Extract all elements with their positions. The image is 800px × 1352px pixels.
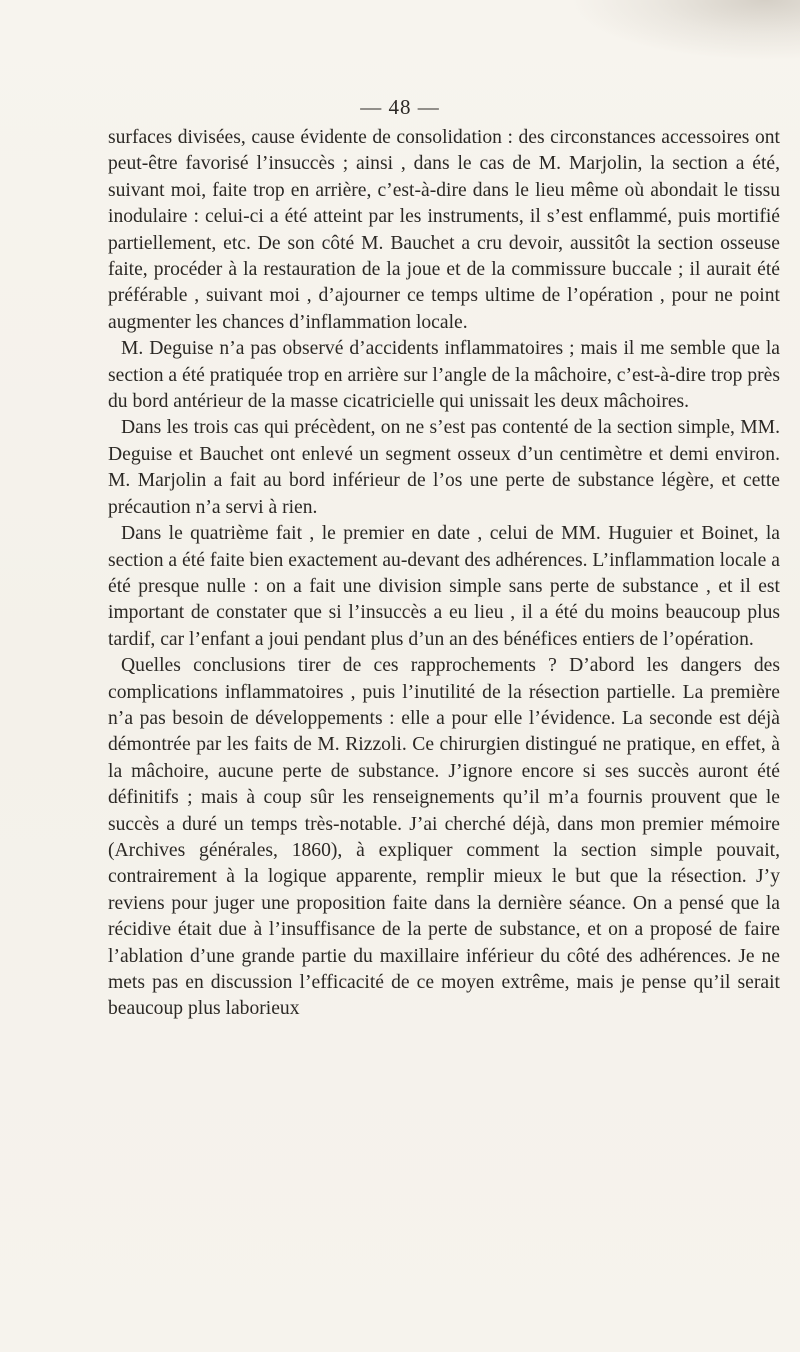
paragraph: surfaces divisées, cause évidente de consolidation : des circonstances accessoires ont peut-être favorisé l’insuccès ; ainsi , dans le cas de M. Marjolin, la section a été, suivant moi, faite trop en arrière, c’est-à-dire dans le lieu même où abondait le tissu inodulaire : celui-ci a été atteint par les instruments, il s’est enflammé, puis mortifié partiellement, etc. De son côté M. Bauchet a cru devoir, aussitôt la section osseuse faite, procéder à la restauration de la joue et de la commissure buccale ; il aurait été préférable , suivant moi , d’ajourner ce temps ultime de l’opération , pour ne point augmenter les chances d’inflammation locale.: [108, 127, 780, 333]
paragraph: Quelles conclusions tirer de ces rapprochements ? D’abord les dangers des complications inflammatoires , puis l’inutilité de la résection partielle. La première n’a pas besoin de développements : elle a pour elle l’évidence. La seconde est déjà démontrée par les faits de M. Rizzoli. Ce chirurgien distingué ne pratique, en effet, à la mâchoire, aucune perte de substance. J’ignore encore si ses succès auront été définitifs ; mais à coup sûr les renseignements qu’il m’a fournis prouvent que le succès a duré un temps très-notable. J’ai cherché déjà, dans mon premier mémoire (Archives générales, 1860), à expliquer comment la section simple pouvait, contrairement à la logique apparente, remplir mieux le but que la résection. J’y reviens pour juger une proposition faite dans la dernière séance. On a pensé que la récidive était due à l’insuffisance de la perte de substance, et on a proposé de faire l’ablation d’une grande partie du maxillaire inférieur du côté des adhérences. Je ne mets pas en discussion l’efficacité de ce moyen extrême, mais je pense qu’il serait beaucoup plus laborieux: [108, 655, 780, 1020]
paragraph: Dans les trois cas qui précèdent, on ne s’est pas contenté de la section simple, MM. Deguise et Bauchet ont enlevé un segment osseux d’un centimètre et demi environ. M. Marjolin a fait au bord inférieur de l’os une perte de substance légère, et cette précaution n’a servi à rien.: [108, 417, 780, 518]
body-text: [108, 125, 780, 1023]
page-number: — 48 —: [360, 95, 440, 119]
paragraph: Dans le quatrième fait , le premier en date , celui de MM. Huguier et Boinet, la section a été faite bien exactement au-devant des adhérences. L’inflammation locale a été presque nulle : on a fait une division simple sans perte de substance , et il est important de constater que si l’insuccès a eu lieu , il a été du moins beaucoup plus tardif, car l’enfant a joui pendant plus d’un an des bénéfices entiers de l’opération.: [108, 523, 780, 650]
paragraph: M. Deguise n’a pas observé d’accidents inflammatoires ; mais il me semble que la section a été pratiquée trop en arrière sur l’angle de la mâchoire, c’est-à-dire trop près du bord antérieur de la masse cicatricielle qui unissait les deux mâchoires.: [108, 338, 780, 413]
page-corner-shadow: [570, 0, 800, 60]
